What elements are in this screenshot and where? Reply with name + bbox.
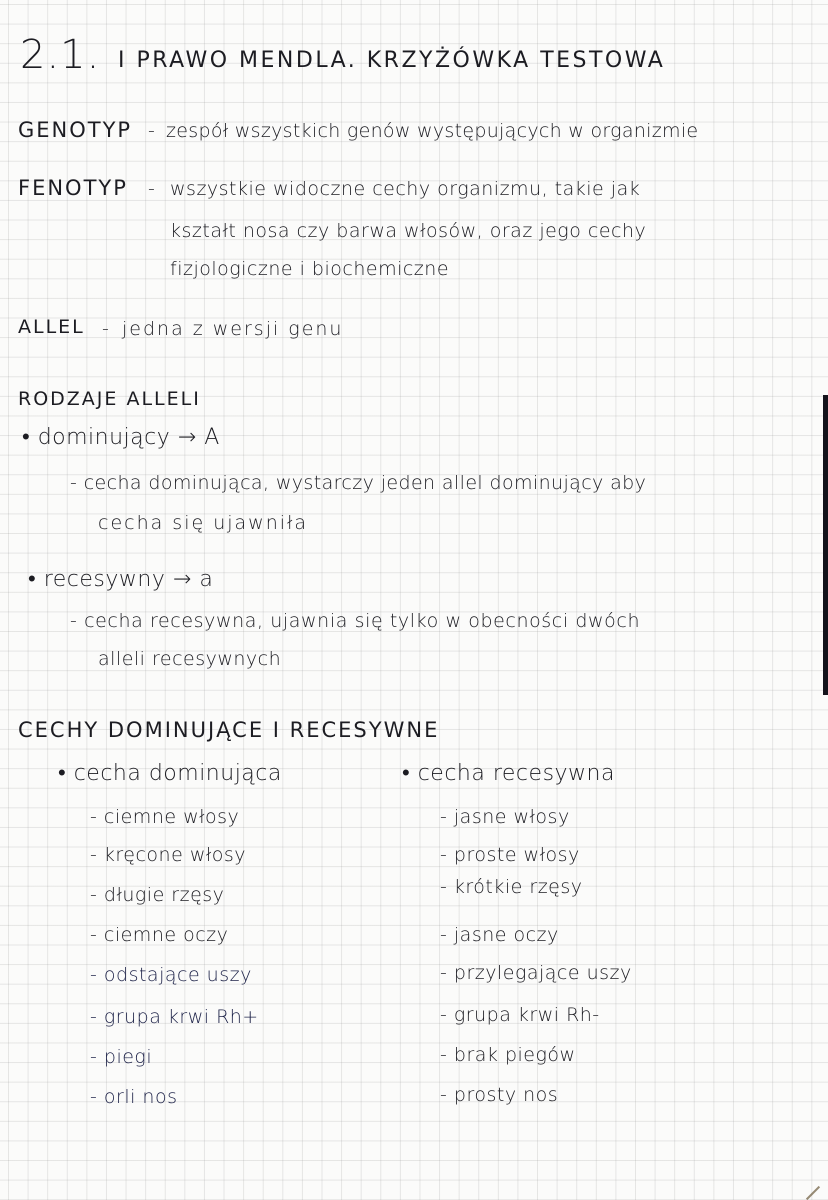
- list-item: - kręcone włosy: [90, 844, 247, 866]
- list-item: - długie rzęsy: [90, 884, 225, 906]
- fenotyp-separator: -: [148, 178, 156, 200]
- list-item: - grupa krwi Rh-: [440, 1004, 600, 1026]
- list-item: - jasne włosy: [440, 806, 570, 828]
- allele-recessive-name: recesywny: [43, 567, 166, 592]
- recessive-traits-label: • cecha recesywna: [402, 761, 615, 786]
- dominant-traits-label: • cecha dominująca: [58, 761, 282, 786]
- list-item: - grupa krwi Rh+: [90, 1006, 259, 1028]
- arrow-right-icon: →: [172, 567, 192, 592]
- list-item: - jasne oczy: [440, 924, 559, 946]
- fenotyp-term: FENOTYP: [18, 176, 128, 200]
- list-item: - ciemne oczy: [90, 924, 229, 946]
- allele-recessive-desc-line-1: - cecha recesywna, ujawnia się tylko w obecności dwóch: [70, 610, 641, 632]
- allele-types-heading: RODZAJE ALLELI: [18, 388, 201, 410]
- allele-recessive-item: [28, 566, 213, 592]
- genotyp-definition: zespół wszystkich genów występujących w organizmie: [166, 120, 699, 142]
- section-number: 2.1.: [20, 32, 101, 78]
- list-item: - piegi: [90, 1046, 153, 1068]
- fenotyp-definition-line-2: kształt nosa czy barwa włosów, oraz jego cechy: [170, 220, 647, 242]
- allel-term: ALLEL: [18, 316, 85, 338]
- fenotyp-definition-line-1: wszystkie widoczne cechy organizmu, takie jak: [170, 178, 641, 200]
- list-item: - przylegające uszy: [440, 962, 632, 984]
- list-item: - proste włosy: [440, 844, 580, 866]
- list-item: - ciemne włosy: [90, 806, 240, 828]
- list-item: - prosty nos: [440, 1084, 559, 1106]
- allel-definition: jedna z wersji genu: [122, 318, 344, 340]
- allele-dominant-symbol: A: [204, 425, 220, 450]
- arrow-right-icon: →: [177, 425, 197, 450]
- bullet-icon: •: [22, 425, 31, 450]
- genotyp-separator: -: [148, 120, 156, 142]
- allel-separator: -: [102, 318, 110, 340]
- list-item: - odstające uszy: [90, 964, 252, 986]
- genotyp-term: GENOTYP: [18, 118, 133, 142]
- bullet-icon: •: [28, 567, 37, 592]
- list-item: - orli nos: [90, 1086, 178, 1108]
- allele-recessive-desc-line-2: alleli recesywnych: [98, 648, 282, 670]
- allele-dominant-desc-line-1: - cecha dominująca, wystarczy jeden allel dominujący aby: [70, 472, 647, 494]
- page-title: I PRAWO MENDLA. KRZYŻÓWKA TESTOWA: [118, 48, 666, 73]
- page-edge-shadow: [823, 395, 828, 695]
- list-item: - brak piegów: [440, 1044, 576, 1066]
- allele-dominant-item: [22, 424, 220, 450]
- allele-recessive-symbol: a: [199, 567, 214, 592]
- traits-heading: CECHY DOMINUJĄCE I RECESYWNE: [18, 718, 440, 742]
- fenotyp-definition-line-3: fizjologiczne i biochemiczne: [170, 258, 450, 280]
- allele-dominant-desc-line-2: cecha się ujawniła: [98, 512, 309, 534]
- allele-dominant-name: dominujący: [37, 425, 171, 450]
- list-item: - krótkie rzęsy: [440, 876, 583, 898]
